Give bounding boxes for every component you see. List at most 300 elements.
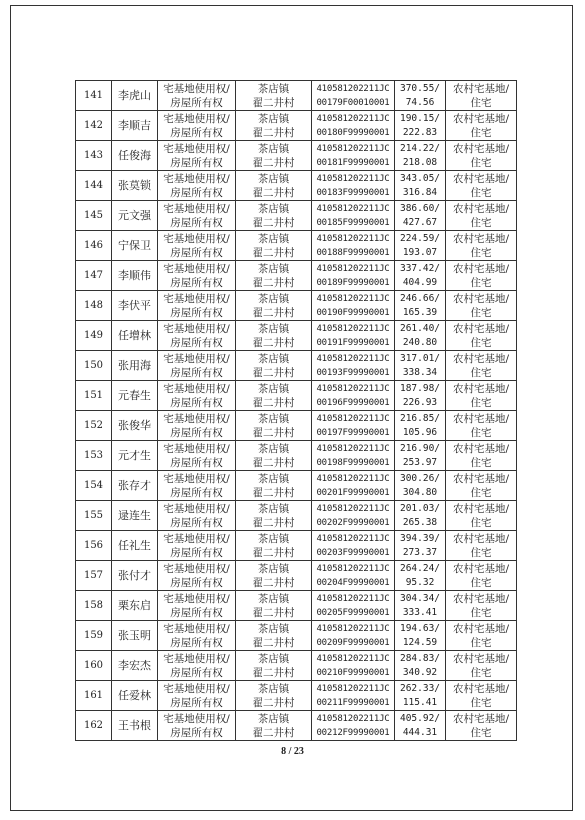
- right-type-text: 宅基地使用权/: [163, 532, 230, 545]
- table-row: [76, 261, 517, 291]
- row-number-cell: [76, 411, 112, 441]
- land-use-cell: [446, 111, 517, 141]
- parcel-code-text: 00181F99990001: [316, 157, 390, 168]
- right-type-text: 房屋所有权: [170, 726, 223, 739]
- area-text: 273.37: [402, 546, 438, 558]
- location-text: 茶店镇: [257, 592, 290, 605]
- parcel-code-cell: [312, 231, 395, 261]
- owner-name-text: 宁保卫: [118, 238, 151, 252]
- right-type-cell: [158, 621, 236, 651]
- right-type-text: 宅基地使用权/: [163, 712, 230, 725]
- land-use-text: 农村宅基地/: [452, 112, 510, 125]
- right-type-text: 房屋所有权: [170, 426, 223, 439]
- location-text: 茶店镇: [257, 82, 290, 95]
- row-number-text: 142: [83, 119, 104, 131]
- table-row: [76, 711, 517, 741]
- land-use-text: 农村宅基地/: [452, 622, 510, 635]
- area-text: 201.03/: [399, 502, 441, 514]
- location-text: 翟二井村: [252, 666, 295, 679]
- parcel-code-text: 410581202211JC: [316, 143, 390, 154]
- area-text: 261.40/: [399, 322, 441, 334]
- row-number-cell: [76, 381, 112, 411]
- parcel-code-text: 00190F99990001: [316, 307, 390, 318]
- land-use-text: 住宅: [470, 426, 492, 439]
- area-text: 124.59: [402, 636, 438, 648]
- row-number-text: 160: [83, 659, 104, 671]
- land-use-text: 农村宅基地/: [452, 532, 510, 545]
- right-type-cell: [158, 141, 236, 171]
- parcel-code-cell: [312, 111, 395, 141]
- owner-name-text: 李伏平: [118, 298, 151, 312]
- table-row: [76, 141, 517, 171]
- land-use-text: 住宅: [470, 546, 492, 559]
- right-type-cell: [158, 231, 236, 261]
- owner-name-cell: [112, 141, 158, 171]
- land-use-text: 住宅: [470, 246, 492, 259]
- location-text: 翟二井村: [252, 696, 295, 709]
- parcel-code-cell: [312, 261, 395, 291]
- row-number-text: 149: [83, 329, 104, 341]
- row-number-text: 156: [83, 539, 104, 551]
- right-type-text: 宅基地使用权/: [163, 472, 230, 485]
- land-use-text: 住宅: [470, 486, 492, 499]
- area-text: 246.66/: [399, 292, 441, 304]
- parcel-code-text: 410581202211JC: [316, 263, 390, 274]
- parcel-code-text: 00209F99990001: [316, 637, 390, 648]
- location-text: 茶店镇: [257, 172, 290, 185]
- location-cell: [236, 531, 312, 561]
- location-text: 翟二井村: [252, 426, 295, 439]
- row-number-text: 157: [83, 569, 104, 581]
- parcel-code-cell: [312, 621, 395, 651]
- land-use-text: 住宅: [470, 636, 492, 649]
- owner-name-text: 张莫锁: [118, 178, 151, 192]
- parcel-code-cell: [312, 651, 395, 681]
- table-row: [76, 621, 517, 651]
- land-use-text: 住宅: [470, 516, 492, 529]
- area-text: 317.01/: [399, 352, 441, 364]
- location-text: 茶店镇: [257, 622, 290, 635]
- location-text: 茶店镇: [257, 532, 290, 545]
- area-text: 216.90/: [399, 442, 441, 454]
- land-use-text: 住宅: [470, 156, 492, 169]
- location-text: 茶店镇: [257, 142, 290, 155]
- table-row: [76, 81, 517, 111]
- row-number-cell: [76, 591, 112, 621]
- area-text: 224.59/: [399, 232, 441, 244]
- location-text: 茶店镇: [257, 442, 290, 455]
- area-cell: [395, 381, 446, 411]
- area-text: 74.56: [405, 96, 435, 108]
- area-text: 343.05/: [399, 172, 441, 184]
- location-text: 翟二井村: [252, 396, 295, 409]
- row-number-text: 152: [83, 419, 104, 431]
- parcel-code-cell: [312, 681, 395, 711]
- row-number-text: 158: [83, 599, 104, 611]
- right-type-cell: [158, 291, 236, 321]
- table-row: [76, 441, 517, 471]
- area-text: 216.85/: [399, 412, 441, 424]
- owner-name-cell: [112, 171, 158, 201]
- right-type-text: 房屋所有权: [170, 516, 223, 529]
- area-text: 338.34: [402, 366, 438, 378]
- owner-name-text: 任俊海: [118, 148, 151, 162]
- location-text: 翟二井村: [252, 126, 295, 139]
- parcel-code-text: 410581202211JC: [316, 203, 390, 214]
- parcel-code-text: 00185F99990001: [316, 217, 390, 228]
- area-text: 218.08: [402, 156, 438, 168]
- parcel-code-cell: [312, 291, 395, 321]
- location-text: 茶店镇: [257, 382, 290, 395]
- owner-name-cell: [112, 111, 158, 141]
- location-text: 茶店镇: [257, 682, 290, 695]
- land-use-cell: [446, 651, 517, 681]
- right-type-cell: [158, 681, 236, 711]
- right-type-text: 宅基地使用权/: [163, 592, 230, 605]
- parcel-code-text: 00188F99990001: [316, 247, 390, 258]
- table-row: [76, 231, 517, 261]
- owner-name-cell: [112, 201, 158, 231]
- area-cell: [395, 351, 446, 381]
- location-cell: [236, 501, 312, 531]
- table-row: [76, 471, 517, 501]
- table-row: [76, 501, 517, 531]
- right-type-text: 房屋所有权: [170, 216, 223, 229]
- owner-name-text: 元文强: [118, 208, 151, 222]
- land-use-text: 住宅: [470, 696, 492, 709]
- parcel-code-text: 00179F00010001: [316, 97, 390, 108]
- area-text: 265.38: [402, 516, 438, 528]
- land-use-cell: [446, 681, 517, 711]
- location-cell: [236, 351, 312, 381]
- owner-name-cell: [112, 681, 158, 711]
- right-type-text: 宅基地使用权/: [163, 442, 230, 455]
- area-text: 214.22/: [399, 142, 441, 154]
- area-cell: [395, 201, 446, 231]
- area-text: 337.42/: [399, 262, 441, 274]
- area-text: 194.63/: [399, 622, 441, 634]
- location-cell: [236, 141, 312, 171]
- area-text: 190.15/: [399, 112, 441, 124]
- right-type-cell: [158, 711, 236, 741]
- land-use-text: 农村宅基地/: [452, 472, 510, 485]
- area-text: 187.98/: [399, 382, 441, 394]
- right-type-text: 宅基地使用权/: [163, 82, 230, 95]
- area-cell: [395, 231, 446, 261]
- parcel-code-cell: [312, 561, 395, 591]
- right-type-cell: [158, 501, 236, 531]
- row-number-text: 155: [83, 509, 104, 521]
- row-number-text: 144: [83, 179, 104, 191]
- land-use-cell: [446, 81, 517, 111]
- owner-name-text: 李顺吉: [118, 118, 151, 132]
- land-use-cell: [446, 291, 517, 321]
- area-text: 284.83/: [399, 652, 441, 664]
- location-text: 茶店镇: [257, 472, 290, 485]
- right-type-cell: [158, 411, 236, 441]
- owner-name-cell: [112, 411, 158, 441]
- right-type-text: 房屋所有权: [170, 336, 223, 349]
- land-use-cell: [446, 141, 517, 171]
- owner-name-cell: [112, 351, 158, 381]
- location-text: 茶店镇: [257, 262, 290, 275]
- parcel-code-text: 00205F99990001: [316, 607, 390, 618]
- area-text: 370.55/: [399, 82, 441, 94]
- owner-name-cell: [112, 561, 158, 591]
- row-number-cell: [76, 501, 112, 531]
- right-type-cell: [158, 381, 236, 411]
- land-use-cell: [446, 381, 517, 411]
- land-use-text: 住宅: [470, 336, 492, 349]
- owner-name-cell: [112, 471, 158, 501]
- row-number-text: 148: [83, 299, 104, 311]
- land-use-text: 农村宅基地/: [452, 442, 510, 455]
- row-number-cell: [76, 321, 112, 351]
- owner-name-cell: [112, 321, 158, 351]
- table-row: [76, 291, 517, 321]
- right-type-text: 宅基地使用权/: [163, 352, 230, 365]
- location-text: 翟二井村: [252, 156, 295, 169]
- owner-name-text: 元才生: [118, 448, 151, 462]
- row-number-cell: [76, 81, 112, 111]
- right-type-text: 宅基地使用权/: [163, 562, 230, 575]
- land-use-cell: [446, 351, 517, 381]
- row-number-cell: [76, 471, 112, 501]
- location-text: 茶店镇: [257, 562, 290, 575]
- owner-name-text: 张玉明: [118, 628, 151, 642]
- parcel-code-cell: [312, 531, 395, 561]
- row-number-cell: [76, 621, 112, 651]
- row-number-text: 145: [83, 209, 104, 221]
- area-cell: [395, 81, 446, 111]
- area-text: 405.92/: [399, 712, 441, 724]
- right-type-text: 房屋所有权: [170, 366, 223, 379]
- area-text: 105.96: [402, 426, 438, 438]
- area-text: 262.33/: [399, 682, 441, 694]
- row-number-cell: [76, 111, 112, 141]
- right-type-text: 宅基地使用权/: [163, 382, 230, 395]
- owner-name-text: 栗东启: [118, 598, 151, 612]
- row-number-text: 151: [83, 389, 104, 401]
- right-type-text: 宅基地使用权/: [163, 412, 230, 425]
- owner-name-cell: [112, 441, 158, 471]
- right-type-text: 房屋所有权: [170, 96, 223, 109]
- right-type-text: 房屋所有权: [170, 186, 223, 199]
- area-cell: [395, 261, 446, 291]
- land-use-text: 住宅: [470, 726, 492, 739]
- right-type-text: 房屋所有权: [170, 156, 223, 169]
- parcel-code-text: 410581202211JC: [316, 233, 390, 244]
- parcel-code-cell: [312, 141, 395, 171]
- area-text: 304.34/: [399, 592, 441, 604]
- row-number-cell: [76, 531, 112, 561]
- parcel-code-cell: [312, 501, 395, 531]
- location-text: 茶店镇: [257, 502, 290, 515]
- owner-name-cell: [112, 81, 158, 111]
- location-text: 翟二井村: [252, 516, 295, 529]
- row-number-cell: [76, 441, 112, 471]
- parcel-code-text: 00211F99990001: [316, 697, 390, 708]
- row-number-text: 159: [83, 629, 104, 641]
- parcel-code-text: 410581202211JC: [316, 653, 390, 664]
- location-text: 茶店镇: [257, 292, 290, 305]
- land-use-text: 农村宅基地/: [452, 352, 510, 365]
- location-text: 翟二井村: [252, 246, 295, 259]
- land-use-text: 农村宅基地/: [452, 292, 510, 305]
- area-text: 264.24/: [399, 562, 441, 574]
- right-type-text: 房屋所有权: [170, 306, 223, 319]
- owner-name-text: 李顺伟: [118, 268, 151, 282]
- right-type-cell: [158, 471, 236, 501]
- row-number-text: 146: [83, 239, 104, 251]
- land-use-text: 农村宅基地/: [452, 232, 510, 245]
- right-type-text: 房屋所有权: [170, 126, 223, 139]
- owner-name-text: 任增林: [118, 328, 151, 342]
- table-row: [76, 651, 517, 681]
- table-row: [76, 531, 517, 561]
- row-number-cell: [76, 141, 112, 171]
- owner-name-cell: [112, 291, 158, 321]
- land-use-text: 农村宅基地/: [452, 712, 510, 725]
- parcel-code-text: 00204F99990001: [316, 577, 390, 588]
- area-text: 427.67: [402, 216, 438, 228]
- land-use-text: 农村宅基地/: [452, 652, 510, 665]
- location-text: 翟二井村: [252, 336, 295, 349]
- location-text: 翟二井村: [252, 576, 295, 589]
- parcel-code-text: 410581202211JC: [316, 383, 390, 394]
- location-cell: [236, 321, 312, 351]
- table-row: [76, 591, 517, 621]
- land-use-text: 住宅: [470, 126, 492, 139]
- area-cell: [395, 321, 446, 351]
- owner-name-text: 张付才: [118, 568, 151, 582]
- location-cell: [236, 561, 312, 591]
- parcel-code-text: 00210F99990001: [316, 667, 390, 678]
- right-type-text: 宅基地使用权/: [163, 142, 230, 155]
- table-row: [76, 411, 517, 441]
- location-cell: [236, 681, 312, 711]
- table-row: [76, 111, 517, 141]
- parcel-code-cell: [312, 81, 395, 111]
- parcel-code-text: 410581202211JC: [316, 503, 390, 514]
- area-cell: [395, 141, 446, 171]
- owner-name-text: 王书根: [118, 718, 151, 732]
- parcel-code-text: 410581202211JC: [316, 563, 390, 574]
- owner-name-cell: [112, 621, 158, 651]
- land-use-cell: [446, 231, 517, 261]
- land-use-text: 农村宅基地/: [452, 142, 510, 155]
- land-use-text: 住宅: [470, 666, 492, 679]
- parcel-code-text: 00193F99990001: [316, 367, 390, 378]
- land-use-text: 农村宅基地/: [452, 412, 510, 425]
- location-text: 翟二井村: [252, 276, 295, 289]
- land-use-cell: [446, 561, 517, 591]
- location-text: 翟二井村: [252, 306, 295, 319]
- land-use-text: 农村宅基地/: [452, 262, 510, 275]
- location-cell: [236, 261, 312, 291]
- property-register-table: [75, 80, 517, 741]
- right-type-text: 房屋所有权: [170, 486, 223, 499]
- parcel-code-cell: [312, 441, 395, 471]
- owner-name-text: 李宏杰: [118, 658, 151, 672]
- location-text: 茶店镇: [257, 202, 290, 215]
- location-cell: [236, 381, 312, 411]
- land-use-text: 农村宅基地/: [452, 562, 510, 575]
- owner-name-cell: [112, 261, 158, 291]
- parcel-code-text: 00189F99990001: [316, 277, 390, 288]
- parcel-code-cell: [312, 321, 395, 351]
- area-cell: [395, 501, 446, 531]
- land-use-text: 住宅: [470, 276, 492, 289]
- right-type-text: 房屋所有权: [170, 276, 223, 289]
- location-text: 翟二井村: [252, 96, 295, 109]
- land-use-cell: [446, 711, 517, 741]
- right-type-text: 房屋所有权: [170, 576, 223, 589]
- parcel-code-cell: [312, 201, 395, 231]
- owner-name-cell: [112, 501, 158, 531]
- parcel-code-cell: [312, 471, 395, 501]
- owner-name-text: 元春生: [118, 388, 151, 402]
- location-cell: [236, 591, 312, 621]
- area-text: 404.99: [402, 276, 438, 288]
- owner-name-text: 张存才: [118, 478, 151, 492]
- area-cell: [395, 681, 446, 711]
- area-text: 240.80: [402, 336, 438, 348]
- land-use-cell: [446, 531, 517, 561]
- owner-name-text: 任爱林: [118, 688, 151, 702]
- row-number-text: 143: [83, 149, 104, 161]
- right-type-cell: [158, 351, 236, 381]
- parcel-code-text: 410581202211JC: [316, 173, 390, 184]
- location-text: 翟二井村: [252, 216, 295, 229]
- right-type-cell: [158, 81, 236, 111]
- owner-name-text: 张用海: [118, 358, 151, 372]
- row-number-cell: [76, 561, 112, 591]
- right-type-text: 房屋所有权: [170, 696, 223, 709]
- parcel-code-text: 410581202211JC: [316, 293, 390, 304]
- row-number-cell: [76, 171, 112, 201]
- land-use-cell: [446, 441, 517, 471]
- table-row: [76, 561, 517, 591]
- right-type-text: 宅基地使用权/: [163, 652, 230, 665]
- table-row: [76, 201, 517, 231]
- location-cell: [236, 621, 312, 651]
- area-text: 226.93: [402, 396, 438, 408]
- owner-name-cell: [112, 531, 158, 561]
- land-use-text: 住宅: [470, 456, 492, 469]
- table-row: [76, 171, 517, 201]
- area-cell: [395, 561, 446, 591]
- owner-name-cell: [112, 651, 158, 681]
- right-type-text: 宅基地使用权/: [163, 202, 230, 215]
- owner-name-cell: [112, 231, 158, 261]
- row-number-text: 150: [83, 359, 104, 371]
- location-cell: [236, 471, 312, 501]
- owner-name-cell: [112, 711, 158, 741]
- land-use-cell: [446, 201, 517, 231]
- right-type-cell: [158, 171, 236, 201]
- parcel-code-text: 410581202211JC: [316, 623, 390, 634]
- right-type-cell: [158, 111, 236, 141]
- parcel-code-text: 00201F99990001: [316, 487, 390, 498]
- row-number-cell: [76, 231, 112, 261]
- right-type-text: 宅基地使用权/: [163, 112, 230, 125]
- parcel-code-text: 00198F99990001: [316, 457, 390, 468]
- row-number-text: 147: [83, 269, 104, 281]
- row-number-text: 154: [83, 479, 104, 491]
- parcel-code-cell: [312, 351, 395, 381]
- location-cell: [236, 441, 312, 471]
